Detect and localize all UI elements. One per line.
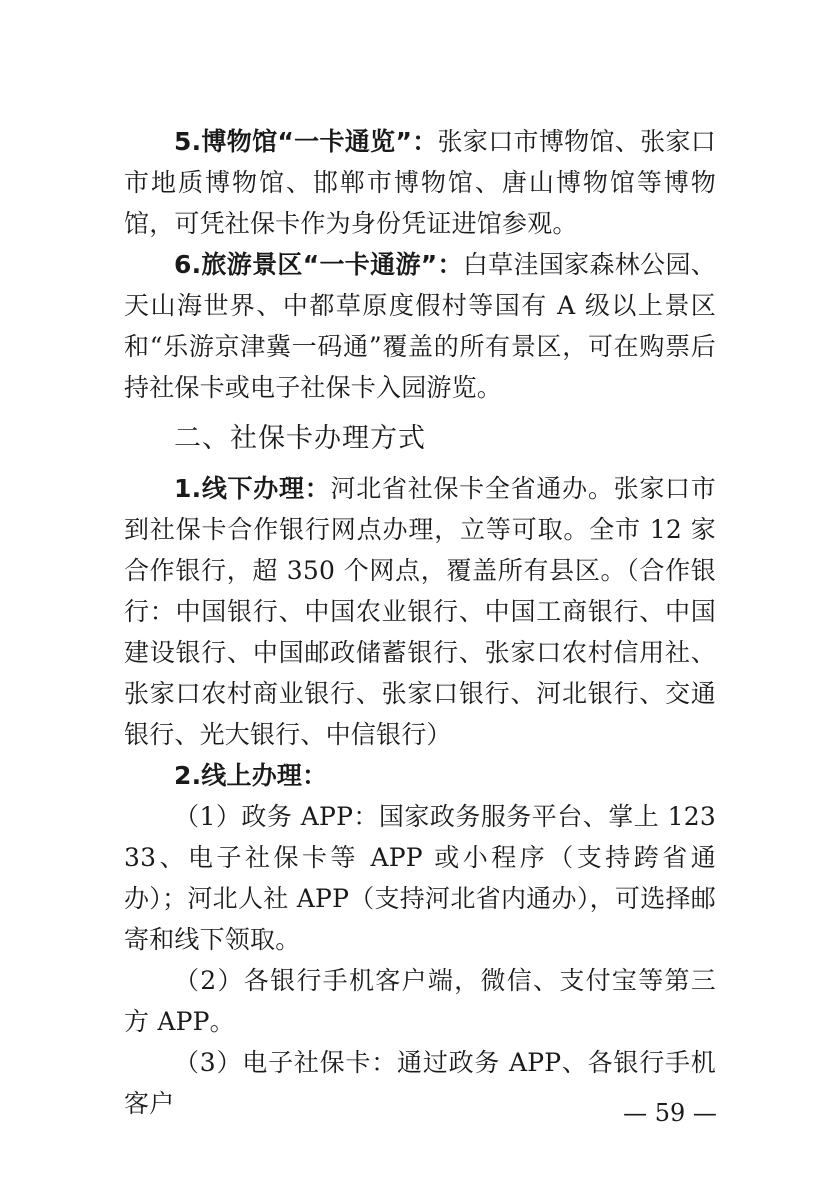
- list-item: （3）电子社保卡：通过政务 APP、各银行手机客户: [124, 1048, 716, 1118]
- list-item: （1）政务 APP：国家政务服务平台、掌上 12333、电子社保卡等 APP 或小程序（支持跨省通办）；河北人社 APP（支持河北省内通办），可选择邮寄和线下领取。: [124, 802, 716, 954]
- paragraph-online-heading: [124, 755, 716, 796]
- section-heading: 二、社保卡办理方式: [174, 423, 426, 454]
- list-item: （2）各银行手机客户端，微信、支付宝等第三方 APP。: [124, 966, 716, 1036]
- paragraph-text: 白草洼国家森林公园、天山海世界、中都草原度假村等国有 A 级以上景区和“乐游京津冀一码通”覆盖的所有景区，可在购票后持社保卡或电子社保卡入园游览。: [124, 250, 716, 402]
- paragraph-lead: 1.线下办理：: [174, 474, 331, 503]
- page-body: [124, 121, 716, 1124]
- paragraph-text: 张家口市博物馆、张家口市地质博物馆、邯郸市博物馆、唐山博物馆等博物馆，可凭社保卡作为身份凭证进馆参观。: [124, 127, 717, 238]
- paragraph-museum: [124, 121, 716, 244]
- paragraph-text: 河北省社保卡全省通办。张家口市到社保卡合作银行网点办理，立等可取。全市 12 家合作银行，超 350 个网点，覆盖所有县区。（合作银行：中国银行、中国农业银行、中国工商银行、中国建设银行、中国邮政储蓄银行、张家口农村信用社、张家口农村商业银行、张家口银行、河北银行、交通银行、光大银行、中信银行）: [124, 474, 716, 749]
- paragraph-lead: 6.旅游景区“一卡通游”：: [174, 250, 463, 279]
- paragraph-lead: 2.线上办理：: [174, 761, 328, 790]
- paragraph-offline: [124, 468, 716, 755]
- paragraph-tourism: [124, 244, 716, 408]
- page-number: — 59 —: [623, 1099, 717, 1127]
- paragraph-lead: 5.博物馆“一卡通览”：: [174, 127, 438, 156]
